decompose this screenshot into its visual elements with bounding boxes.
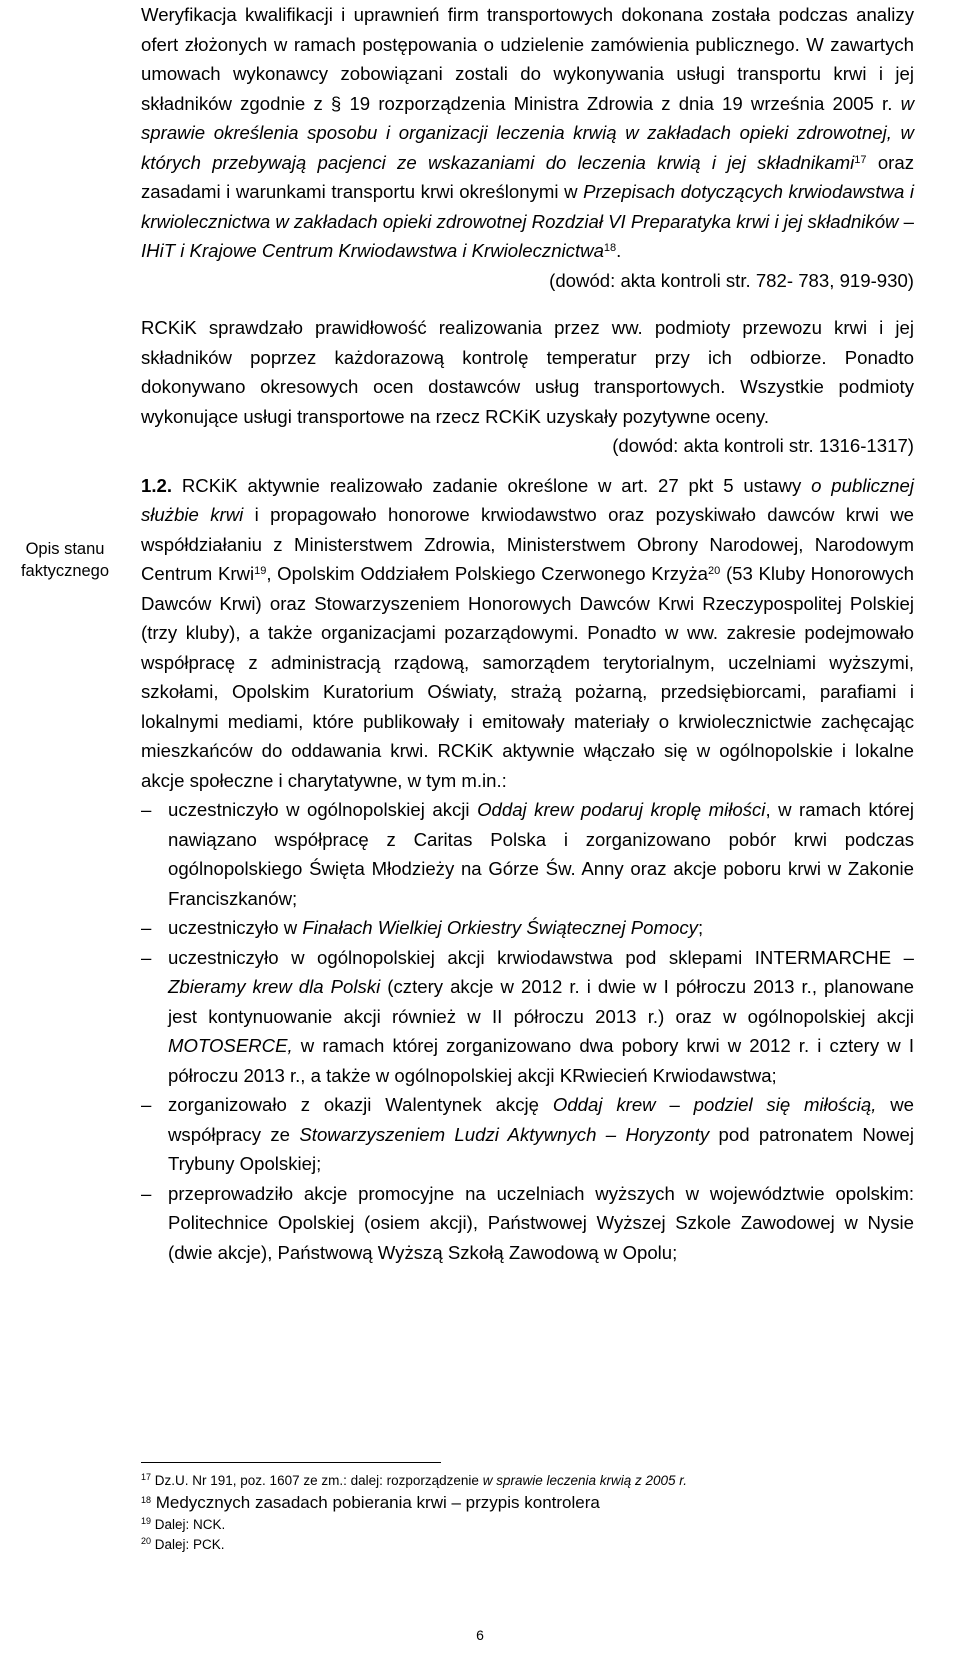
- footnote-text: Dalej: PCK.: [151, 1537, 225, 1552]
- footnote-divider: [141, 1462, 441, 1463]
- section-label-line2: faktycznego: [20, 562, 110, 580]
- footnote-ref-18[interactable]: 18: [603, 242, 617, 254]
- paragraph-transport: [141, 0, 914, 266]
- list-item-italic: Oddaj krew – podziel się miłością,: [552, 1094, 877, 1115]
- main-text: [141, 0, 914, 1267]
- list-item-text: w ramach której zorganizowano dwa pobory krwi w 2012 r. i cztery w I półroczu 2013 r., a także w ogólnopolskiej akcji KRwiecień Krwiodawstwa;: [168, 1035, 914, 1086]
- footnote-text: Medycznych zasadach pobierania krwi – przypis kontrolera: [151, 1493, 600, 1512]
- footnote-17: [141, 1471, 911, 1491]
- list-item-text: ;: [697, 917, 704, 938]
- footnote-number: 18: [141, 1495, 152, 1505]
- list-item-text: uczestniczyło w ogólnopolskiej akcji krwiodawstwa pod sklepami INTERMARCHE –: [168, 946, 914, 968]
- list-item-italic: Finałach Wielkiej Orkiestry Świątecznej Pomocy: [302, 917, 698, 938]
- para3-text-4: (53 Kluby Honorowych Dawców Krwi) oraz Stowarzyszeniem Honorowych Dawców Krwi Rzeczypospolitej Polskiej (trzy kluby), a także organizacjami pozarządowymi. Ponadto w ww. zakresie podejmowało współpracę z administracją rządową, samorządem terytorialnym, uczelniami wyższymi, szkołami, Opolskim Kuratorium Oświaty, strażą pożarną, przedsiębiorcami, parafiami i lokalnymi mediami, które publikowały i emitowały materiały o krwiolecznictwie zachęcając mieszkańców do oddawania krwi. RCKiK aktywnie włączało się w ogólnopolskie i lokalne akcje społeczne i charytatywne, w tym m.in.:: [141, 563, 914, 791]
- evidence-note-2: (dowód: akta kontroli str. 1316-1317): [612, 435, 914, 456]
- list-item-text: uczestniczyło w ogólnopolskiej akcji: [168, 799, 478, 820]
- page-number: 6: [476, 1627, 484, 1643]
- para3-text-2: i propagowało honorowe krwiodawstwo oraz pozyskiwało dawców krwi we współdziałaniu z Ministerstwem Zdrowia, Ministerstwem Obrony Narodowej, Narodowym Centrum Krwi: [141, 504, 914, 584]
- list-item-text: uczestniczyło w: [168, 917, 303, 938]
- list-item: [141, 1179, 914, 1268]
- list-item-italic: Zbieramy krew dla Polski: [168, 976, 381, 997]
- para3-text-3: , Opolskim Oddziałem Polskiego Czerwonego Krzyża: [266, 563, 709, 584]
- section-label: [0, 538, 130, 582]
- footnote-number: 20: [141, 1536, 152, 1546]
- para1-text-1: Weryfikacja kwalifikacji i uprawnień firm transportowych dokonana została podczas analizy ofert złożonych w ramach postępowania o udzielenie zamówienia publicznego. W zawartych umowach wykonawcy zobowiązani zostali do wykonywania usługi transportu krwi i jej składników zgodnie z § 19 rozporządzenia Ministra Zdrowia z dnia 19 września 2005 r.: [141, 4, 914, 114]
- list-item: [141, 943, 914, 1091]
- list-item-text: (cztery akcje w 2012 r. i dwie w I półroczu 2013 r., planowane jest kontynuowanie akcji również w II półroczu 2013 r.) oraz w ogólnopolskiej akcji: [168, 976, 914, 1027]
- list-item: [141, 913, 914, 943]
- footnote-ref-17[interactable]: 17: [854, 153, 867, 166]
- footnote-text: Dalej: NCK.: [151, 1517, 226, 1532]
- para1-text-2: oraz zasadami i warunkami transportu krwi określonymi w: [141, 151, 915, 202]
- footnote-20: [141, 1535, 911, 1555]
- footnote-text: Dz.U. Nr 191, poz. 1607 ze zm.: dalej: rozporządzenie: [151, 1473, 483, 1488]
- list-item-italic: Oddaj krew podaruj kroplę miłości: [477, 799, 766, 820]
- actions-list: [141, 795, 914, 1267]
- section-number: 1.2.: [141, 474, 173, 496]
- list-item: [141, 795, 914, 913]
- footnote-19: [141, 1515, 911, 1535]
- list-item-italic: Stowarzyszeniem Ludzi Aktywnych – Horyzonty: [299, 1123, 710, 1145]
- footnote-number: 17: [141, 1472, 152, 1482]
- evidence-note-1: (dowód: akta kontroli str. 782- 783, 919-930): [549, 269, 914, 291]
- section-label-line1: Opis stanu: [25, 540, 105, 558]
- list-item-text: przeprowadziło akcje promocyjne na uczelniach wyższych w województwie opolskim: Politechnice Opolskiej (osiem akcji), Państwowej Wyższej Szkole Zawodowej w Nysie (dwie akcje), Państwową Wyższą Szkołą Zawodową w Opolu;: [168, 1182, 914, 1263]
- para1-italic-3: IHiT i Krajowe Centrum Krwiodawstwa i Krwiolecznictwa: [141, 240, 604, 261]
- paragraph-supervision: RCKiK sprawdzało prawidłowość realizowania przez ww. podmioty przewozu krwi i jej składników poprzez każdorazową kontrolę temperatur przy ich odbiorze. Ponadto dokonywano okresowych ocen dostawców usług transportowych. Wszystkie podmioty wykonujące usługi transportowe na rzecz RCKiK uzyskały pozytywne oceny.: [141, 317, 914, 427]
- footnote-ref-20[interactable]: 20: [708, 565, 721, 577]
- para1-text-3: –: [898, 210, 915, 232]
- list-item-text: pod patronatem Nowej Trybuny Opolskiej;: [168, 1123, 915, 1174]
- para1-text-4: .: [616, 240, 622, 261]
- para3-italic-1: o publicznej służbie krwi: [141, 474, 914, 525]
- list-item: [141, 1090, 914, 1179]
- footnote-italic: w sprawie leczenia krwią z 2005 r.: [482, 1473, 688, 1488]
- list-item-text: zorganizowało z okazji Walentynek akcję: [168, 1094, 553, 1115]
- para3-text-1: RCKiK aktywnie realizowało zadanie określone w art. 27 pkt 5 ustawy: [172, 474, 812, 496]
- para1-italic-1: w sprawie określenia sposobu i organizacji leczenia krwią w zakładach opieki zdrowotnej, w których przebywają pacjenci ze wskazaniami do leczenia krwią i jej składnikami: [141, 92, 914, 173]
- list-item-text: , w ramach której nawiązano współpracę z Caritas Polska i zorganizowano pobór krwi podczas ogólnopolskiego Święta Młodzieży na Górze Św. Anny oraz akcje poboru krwi w Zakonie Franciszkanów;: [168, 799, 915, 909]
- footnote-ref-19[interactable]: 19: [254, 565, 267, 577]
- list-item-text: we współpracy ze: [168, 1094, 915, 1145]
- footnote-18: [141, 1491, 911, 1515]
- footnotes: [141, 1471, 911, 1555]
- footnote-number: 19: [141, 1516, 152, 1526]
- para1-italic-2: Przepisach dotyczących krwiodawstwa i krwiolecznictwa w zakładach opieki zdrowotnej Rozdział VI Preparatyka krwi i jej składników: [141, 181, 914, 232]
- paragraph-promotion: [141, 471, 914, 796]
- list-item-italic: MOTOSERCE,: [168, 1035, 293, 1056]
